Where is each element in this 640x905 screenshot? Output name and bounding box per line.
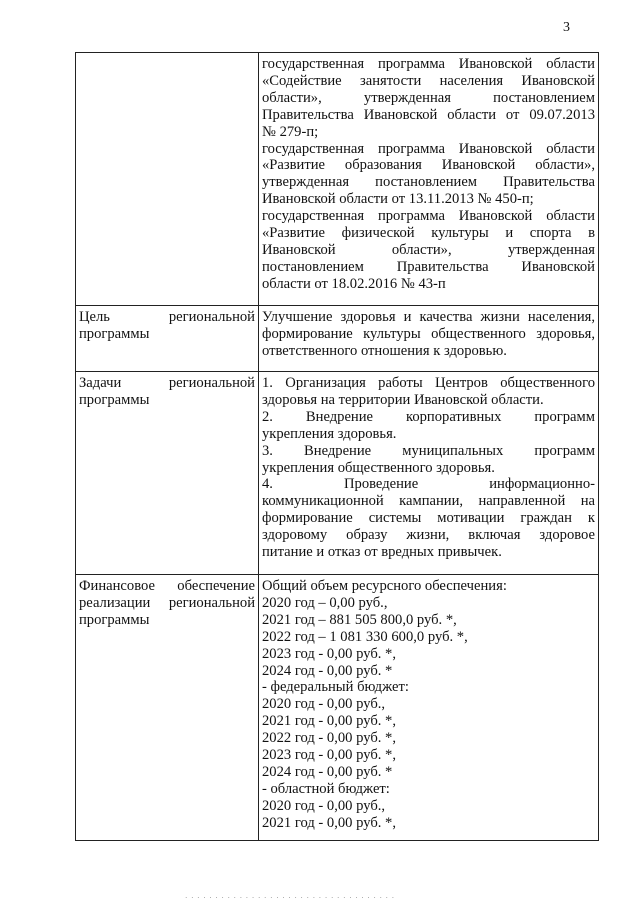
label-line: программы xyxy=(79,325,150,342)
text-line: «Развитие образования Ивановской области», xyxy=(262,157,595,174)
text-line: Ивановской области от 13.11.2013 № 450-п; xyxy=(262,191,534,208)
text-line: 2022 год – 1 081 330 600,0 руб. *, xyxy=(262,628,468,645)
table-row-tasks xyxy=(76,372,599,575)
text-line: Общий объем ресурсного обеспечения: xyxy=(262,578,507,594)
text-line: 2020 год – 0,00 руб., xyxy=(262,594,388,611)
text-line: Улучшение здоровья и качества жизни населения, xyxy=(262,309,595,325)
text-line: области от 18.02.2016 № 43-п xyxy=(262,275,446,292)
text-line: 2020 год - 0,00 руб., xyxy=(262,797,386,814)
text-line: формирование системы мотивации граждан к xyxy=(262,510,595,527)
label-line: Цель региональной xyxy=(79,309,255,325)
table-row-finance xyxy=(76,575,599,841)
label-cell-empty xyxy=(76,53,259,306)
text-line: 2023 год - 0,00 руб. *, xyxy=(262,747,396,764)
program-passport-table xyxy=(75,52,599,841)
text-line: 2023 год - 0,00 руб. *, xyxy=(262,645,396,662)
text-line: государственная программа Ивановской области xyxy=(262,56,595,72)
text-line: Ивановской области», утвержденная xyxy=(262,241,595,258)
text-line: 1. Организация работы Центров общественного xyxy=(262,375,595,391)
related-programs-cell xyxy=(259,53,599,306)
text-line: 2021 год – 881 505 800,0 руб. *, xyxy=(262,611,457,628)
label-line: программы xyxy=(79,611,150,628)
text-line: укрепления здоровья. xyxy=(262,425,397,442)
tasks-label xyxy=(76,372,259,575)
finance-content xyxy=(259,575,599,841)
text-line: формирование культуры общественного здоровья, xyxy=(262,325,595,342)
text-line: утвержденная постановлением Правительства xyxy=(262,174,595,191)
text-line: области», утвержденная постановлением xyxy=(262,89,595,106)
scan-artifact: · · · · · · · · · · · · · · · · · · · · · · · · · · · · · · · · · · · xyxy=(185,894,396,902)
text-line: ответственного отношения к здоровью. xyxy=(262,342,507,359)
text-line: № 279-п; xyxy=(262,123,319,140)
text-line: постановлением Правительства Ивановской xyxy=(262,258,595,275)
text-line: 3. Внедрение муниципальных программ xyxy=(262,442,595,459)
text-line: «Развитие физической культуры и спорта в xyxy=(262,225,595,242)
text-line: 2021 год - 0,00 руб. *, xyxy=(262,814,396,831)
text-line: здоровья на территории Ивановской области. xyxy=(262,391,544,408)
label-line: Финансовое обеспечение xyxy=(79,578,255,594)
text-line: - федеральный бюджет: xyxy=(262,679,409,696)
text-line: 2021 год - 0,00 руб. *, xyxy=(262,713,396,730)
goal-content xyxy=(259,306,599,372)
text-line: 2022 год - 0,00 руб. *, xyxy=(262,730,396,747)
text-line: 2. Внедрение корпоративных программ xyxy=(262,408,595,425)
goal-label xyxy=(76,306,259,372)
table-row-related-programs xyxy=(76,53,599,306)
finance-label xyxy=(76,575,259,841)
text-line: 2020 год - 0,00 руб., xyxy=(262,696,386,713)
text-line: 2024 год - 0,00 руб. * xyxy=(262,763,393,780)
text-line: государственная программа Ивановской области xyxy=(262,208,595,225)
text-line: коммуникационной кампании, направленной на xyxy=(262,493,595,510)
page-number: 3 xyxy=(563,20,570,35)
text-line: государственная программа Ивановской области xyxy=(262,140,595,157)
table-row-goal xyxy=(76,306,599,372)
text-line: 2024 год - 0,00 руб. * xyxy=(262,662,393,679)
text-line: - областной бюджет: xyxy=(262,780,390,797)
text-line: Правительства Ивановской области от 09.07.2013 xyxy=(262,106,595,123)
tasks-content xyxy=(259,372,599,575)
text-line: 4. Проведение информационно- xyxy=(262,476,595,493)
label-line: Задачи региональной xyxy=(79,375,255,391)
text-line: здоровому образу жизни, включая здоровое xyxy=(262,527,595,544)
label-line: программы xyxy=(79,391,150,408)
text-line: «Содействие занятости населения Ивановской xyxy=(262,72,595,89)
text-line: питание и отказ от вредных привычек. xyxy=(262,544,502,561)
label-line: реализации региональной xyxy=(79,594,255,611)
text-line: укрепления общественного здоровья. xyxy=(262,459,495,476)
